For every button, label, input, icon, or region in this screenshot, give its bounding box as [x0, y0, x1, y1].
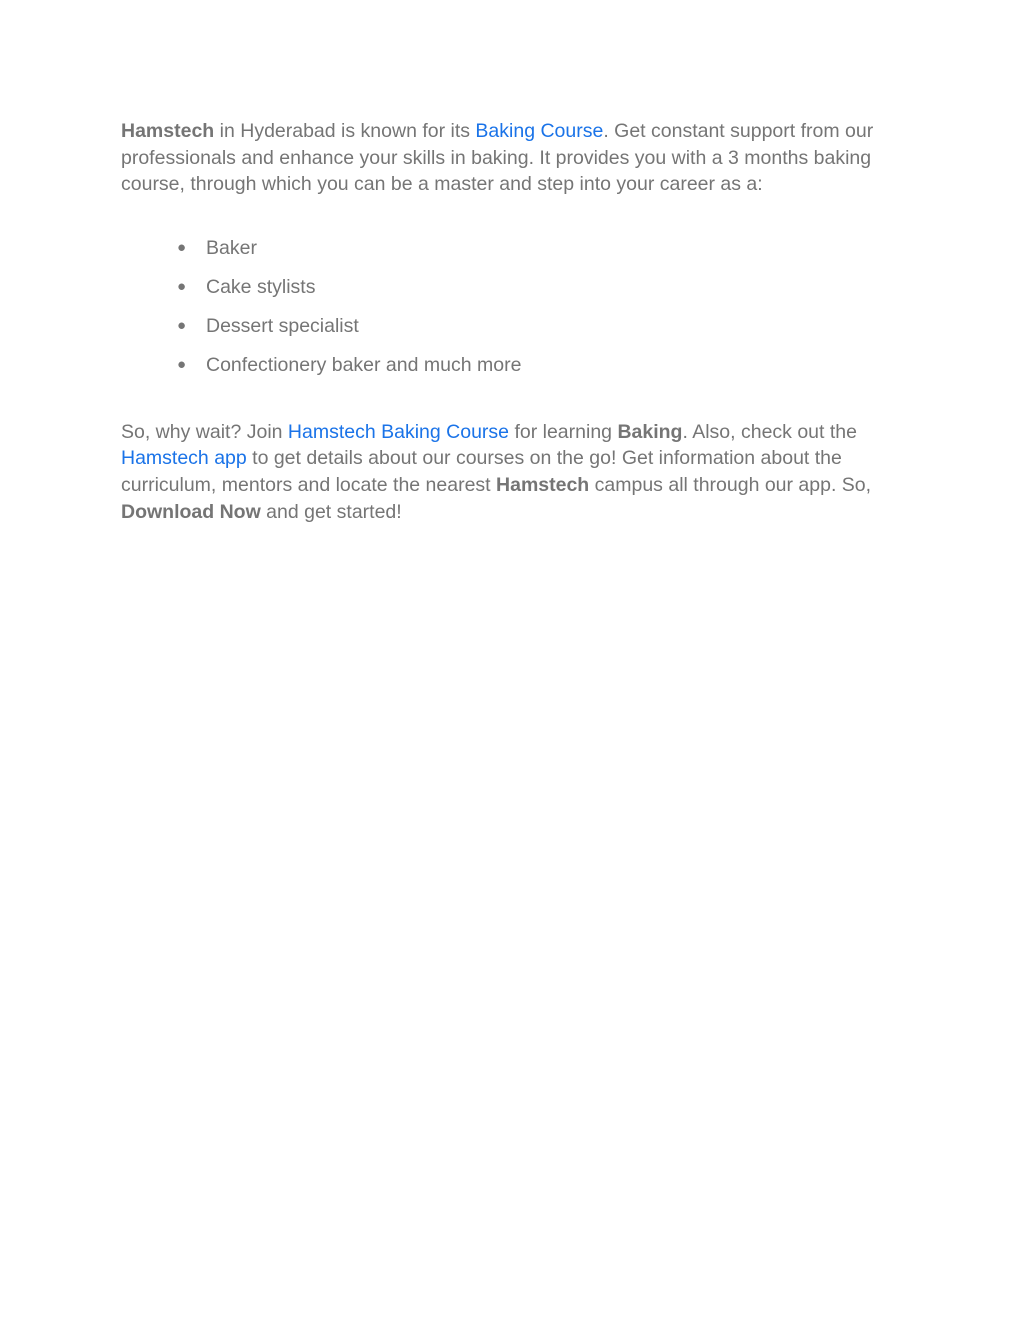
list-item: [121, 274, 911, 300]
baking-course-link[interactable]: Baking Course: [475, 120, 604, 142]
list-item-label: Baker: [206, 236, 257, 259]
hamstech-app-link[interactable]: Hamstech app: [121, 447, 247, 470]
intro-paragraph: [121, 118, 911, 198]
bullet-icon: ●: [177, 316, 187, 334]
closing-text-3: . Also, check out the: [682, 420, 857, 443]
list-item: [121, 352, 911, 378]
bullet-icon: ●: [177, 277, 187, 295]
closing-paragraph: [121, 419, 911, 525]
bullet-icon: ●: [177, 355, 187, 373]
closing-text-5: campus all through our app. So,: [589, 473, 872, 496]
list-item-label: Cake stylists: [206, 275, 316, 298]
bullet-icon: ●: [177, 238, 187, 256]
list-item-label: Confectionery baker and much more: [206, 353, 522, 376]
closing-text-4: to get details about our courses on the go! Get information about the curriculum, mentors and locate the nearest: [121, 447, 842, 496]
list-item-label: Dessert specialist: [206, 314, 359, 337]
brand-name-bold: Hamstech: [121, 120, 215, 142]
list-item: [121, 235, 911, 261]
download-now-bold: Download Now: [121, 500, 261, 523]
hamstech-baking-course-link[interactable]: Hamstech Baking Course: [287, 420, 510, 443]
closing-text-6: and get started!: [260, 500, 402, 523]
baking-bold: Baking: [617, 420, 683, 443]
closing-text-1: So, why wait? Join: [121, 420, 288, 443]
list-item: [121, 313, 911, 339]
hamstech-bold: Hamstech: [496, 473, 590, 496]
closing-text-2: for learning: [509, 420, 618, 443]
career-list: [121, 235, 911, 378]
intro-text-2: . Get constant support from our professionals and enhance your skills in baking. It provides you with a 3 months baking course, through which you can be a master and step into your career as a:: [121, 120, 874, 196]
document-page: [121, 118, 911, 525]
intro-text-1: in Hyderabad is known for its: [214, 120, 476, 142]
